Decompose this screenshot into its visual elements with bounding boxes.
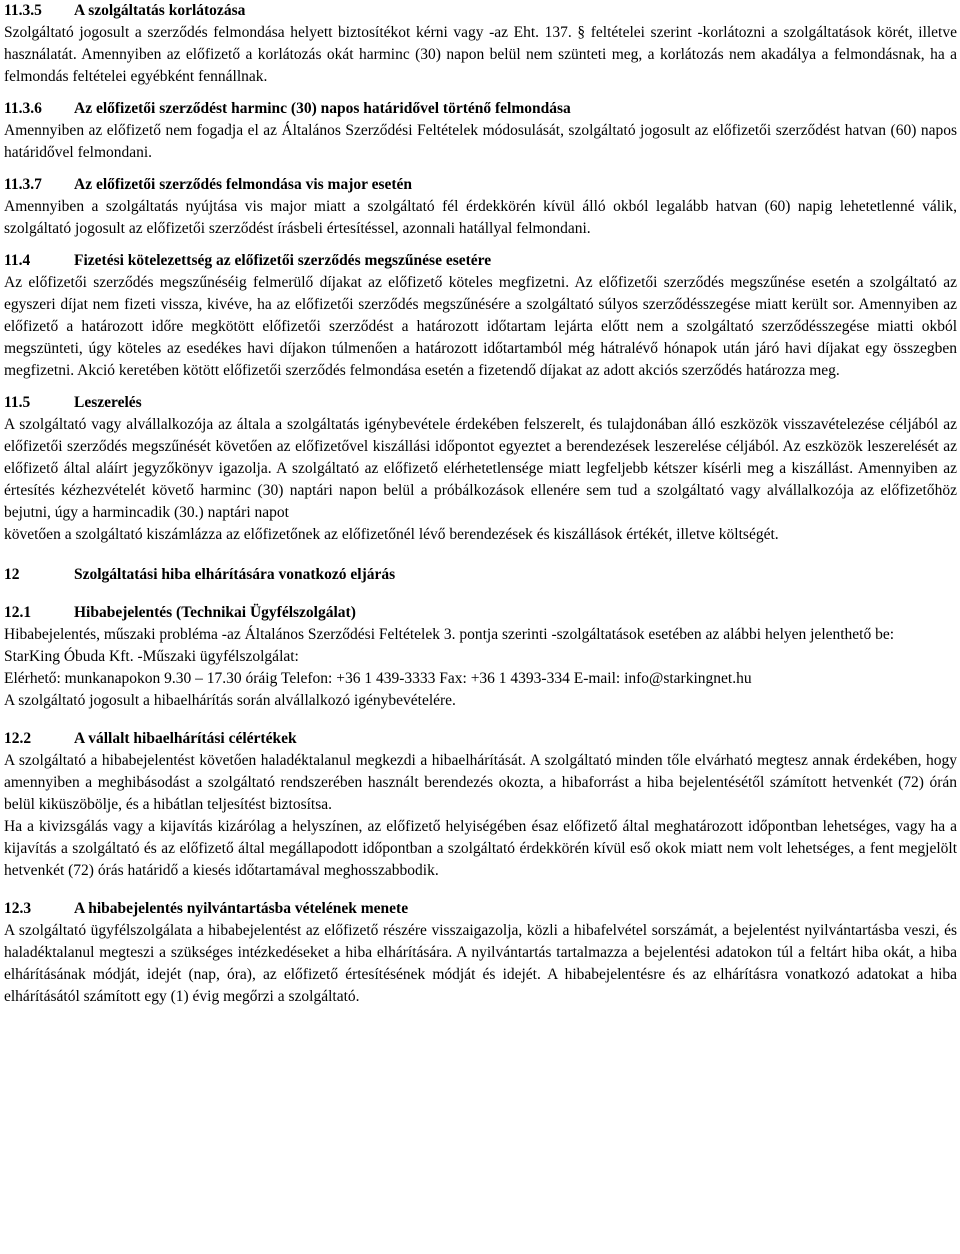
section-heading (4, 602, 957, 624)
section-number: 11.3.7 (4, 176, 42, 193)
section-11-3-6 (4, 98, 957, 164)
section-heading (4, 250, 957, 272)
section-title: A hibabejelentés nyilvántartásba vételének menete (74, 900, 409, 917)
section-title: Szolgáltatási hiba elhárítására vonatkozó eljárás (74, 566, 396, 583)
section-paragraph: A szolgáltató jogosult a hibaelhárítás során alvállalkozó igénybevételére. (4, 692, 456, 709)
section-12-3 (4, 898, 957, 1008)
section-12-2 (4, 728, 957, 882)
section-number: 11.3.5 (4, 2, 42, 19)
section-paragraph: Amennyiben a szolgáltatás nyújtása vis major miatt a szolgáltató fél érdekkörén kívül álló okból legalább hatvan (60) napig lehetetlenné válik, szolgáltató jogosult az előfizetői szerződést írásbeli értesítéssel, azonnali hatállyal felmondani. (4, 198, 957, 237)
section-title: Az előfizetői szerződés felmondása vis major esetén (74, 176, 413, 193)
section-paragraph: StarKing Óbuda Kft. -Műszaki ügyfélszolgálat: (4, 648, 299, 665)
section-heading (4, 392, 957, 414)
section-number: 11.5 (4, 394, 31, 411)
section-paragraph: A szolgáltató vagy alvállalkozója az általa a szolgáltatás igénybevétele érdekében felszerelt, és tulajdonában álló eszközök visszavételezése céljából az előfizetői szerződés megszűnését követően az előfizetővel kiszállási időpontot egyeztet a berendezések leszerelése céljából. Az eszközök leszerelését az előfizető által aláírt jegyzőkönyv igazolja. A szolgáltató az előfizető elérhetetlensége miatt legfeljebb kétszer kísérli meg a kiszállást. Amennyiben az értesítés kézhezvételét követő harminc (30) naptári napon belül a próbálkozások ellenére sem tud a szolgáltató vagy alvállalkozója az előfizetőhöz bejutni, úgy a harmincadik (30.) naptári napot (4, 416, 957, 521)
section-11-4 (4, 250, 957, 382)
section-paragraph: Ha a kivizsgálás vagy a kijavítás kizárólag a helyszínen, az előfizető helyiségében ésaz előfizető által meghatározott időpontban lehetséges, vagy ha a kijavítás a szolgáltató és az előfizető által megállapodott időpontban a szolgáltató érdekkörén kívül eső okok miatt nem volt lehetséges, a fent megjelölt hetvenkét (72) órás határidő a kiesés időtartamával meghosszabbodik. (4, 818, 957, 879)
section-paragraph: A szolgáltató ügyfélszolgálata a hibabejelentést az előfizető részére visszaigazolja, közli a hibafelvétel sorszámát, a bejelentést nyilvántartásba veszi, és haladéktalanul megteszi a szükséges intézkedéseket a hiba elhárítására. A nyilvántartás tartalmazza a bejelentési adatokon túl a feltárt hiba okát, a hiba elhárításának módját, idejét (nap, óra), az előfizető értesítésének módját és idejét. A hibabejelentésre és az elhárításra vonatkozó adatokat a hiba elhárításától számított egy (1) évig megőrzi a szolgáltató. (4, 922, 957, 1005)
section-number: 12 (4, 566, 20, 583)
section-11-5 (4, 392, 957, 546)
section-number: 11.3.6 (4, 100, 42, 117)
section-title: Hibabejelentés (Technikai Ügyfélszolgálat) (74, 604, 356, 621)
section-paragraph: A szolgáltató a hibabejelentést követően haladéktalanul megkezdi a hibaelhárítását. A szolgáltató minden tőle elvárható megtesz annak érdekében, hogy amennyiben a meghibásodást a szolgáltató rendszerében használt berendezés okozta, a hibaforrást a hiba bejelentésétől számított hetvenkét (72) órán belül kiküszöbölje, és a hibátlan teljesítést biztosítsa. (4, 752, 957, 813)
section-number: 12.2 (4, 730, 32, 747)
section-paragraph: Hibabejelentés, műszaki probléma -az Általános Szerződési Feltételek 3. pontja szerinti -szolgáltatások esetében az alábbi helyen jelenthető be: (4, 626, 895, 643)
section-number: 11.4 (4, 252, 31, 269)
section-paragraph: Szolgáltató jogosult a szerződés felmondása helyett biztosítékot kérni vagy -az Eht. 137. § feltételei szerint -korlátozni a szolgáltatások körét, illetve használatát. Amennyiben az előfizető a korlátozás okát harminc (30) napon belül nem szünteti meg, a korlátozás nem akadálya a felmondásnak, ha a felmondás feltételei egyébként fennállnak. (4, 24, 957, 85)
section-title: Az előfizetői szerződést harminc (30) napos határidővel történő felmondása (74, 100, 571, 117)
section-paragraph: Az előfizetői szerződés megszűnéséig felmerülő díjakat az előfizető köteles megfizetni. Az előfizetői szerződés megszűnése esetén a szolgáltató az egyszeri díjat nem fizeti vissza, kivéve, ha az előfizetői szerződés megszűnésére a szolgáltató súlyos szerződésszegése miatt került sor. Amennyiben az előfizető a határozott időre megkötött előfizetői szerződést a határozott időtartam lejárta előtt nem a szolgáltató szerződésszegése miatti okból megszünteti, úgy köteles az esedékes havi díjakon túlmenően a határozott időtartamból még hátralévő hónapok után járó havi díjakat egy összegben megfizetni. Akció keretében kötött előfizetői szerződés felmondása esetén a fizetendő díjakat az adott akciós szerződés határozza meg. (4, 274, 957, 379)
section-heading (4, 0, 957, 22)
contact-info: Elérhető: munkanapokon 9.30 – 17.30 óráig Telefon: +36 1 439-3333 Fax: +36 1 4393-334 E-mail: info@starkingnet.hu (4, 670, 752, 687)
section-paragraph: Amennyiben az előfizető nem fogadja el az Általános Szerződési Feltételek módosulását, szolgáltató jogosult az előfizetői szerződést hatvan (60) napos határidővel felmondani. (4, 122, 957, 161)
section-heading (4, 98, 957, 120)
section-paragraph: követően a szolgáltató kiszámlázza az előfizetőnek az előfizetőnél lévő berendezések és kiszállások értékét, illetve költségét. (4, 526, 779, 543)
section-title: Leszerelés (74, 394, 142, 411)
section-title: Fizetési kötelezettség az előfizetői szerződés megszűnése esetére (74, 252, 492, 269)
section-heading (4, 898, 957, 920)
section-12-1 (4, 602, 957, 712)
section-11-3-7 (4, 174, 957, 240)
section-title: A szolgáltatás korlátozása (74, 2, 246, 19)
section-number: 12.3 (4, 900, 32, 917)
section-11-3-5 (4, 0, 957, 88)
section-title: A vállalt hibaelhárítási célértékek (74, 730, 297, 747)
section-heading (4, 728, 957, 750)
section-12 (4, 564, 957, 586)
section-number: 12.1 (4, 604, 32, 621)
section-heading (4, 564, 957, 586)
section-heading (4, 174, 957, 196)
